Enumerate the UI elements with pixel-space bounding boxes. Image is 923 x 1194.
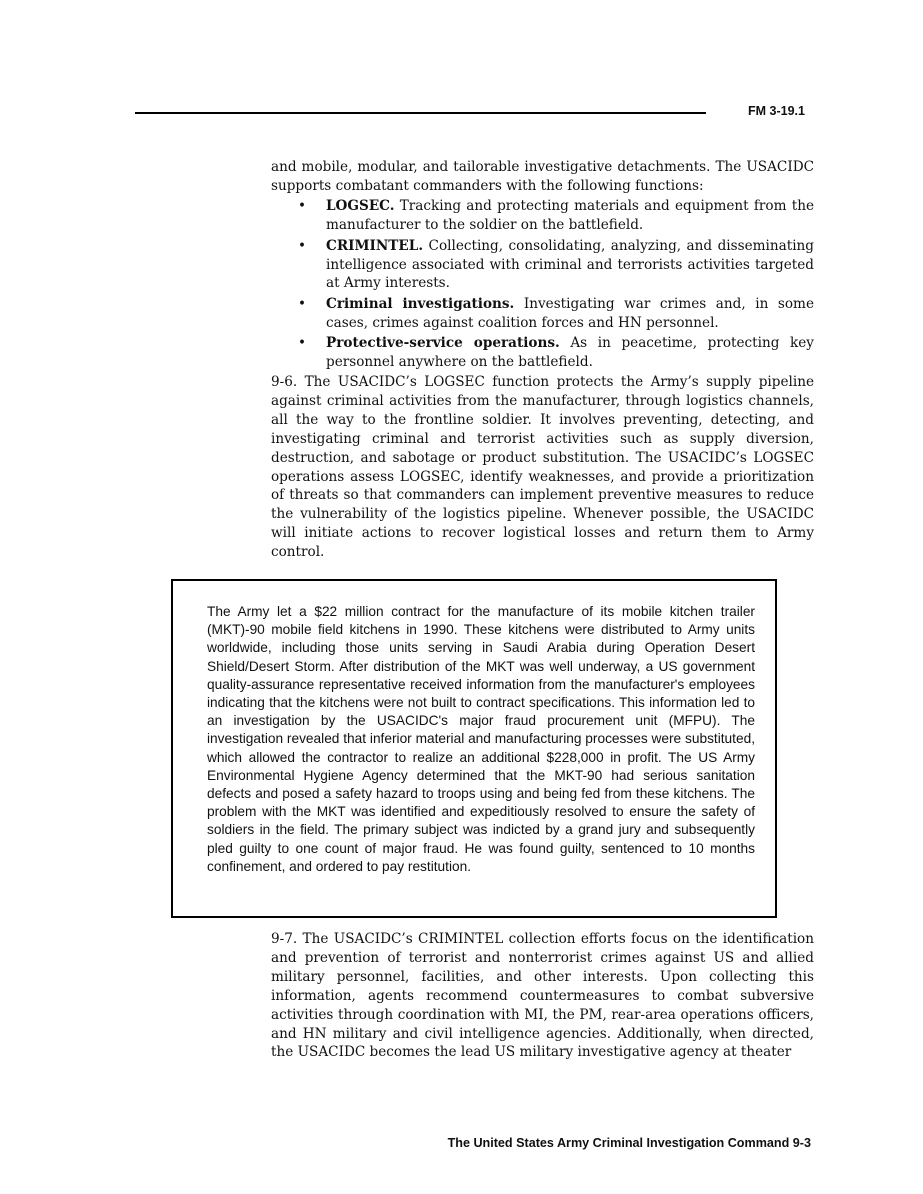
function-term: LOGSEC. <box>326 198 395 215</box>
list-item <box>271 197 814 235</box>
doc-id: FM 3-19.1 <box>748 104 805 118</box>
header-rule <box>135 112 706 114</box>
bullet-icon: • <box>298 335 307 352</box>
paragraph-9-6: 9-6. The USACIDC’s LOGSEC function protects the Army’s supply pipeline against criminal activities from the manufacturer, through logistics channels, all the way to the frontline soldier. It involves preventing, detecting, and investigating criminal and terrorist activities such as supply diversion, destruction, and sabotage or product substitution. The USACIDC’s LOGSEC operations assess LOGSEC, identify weaknesses, and provide a prioritization of threats so that commanders can implement preventive measures to reduce the vulnerability of the logistics pipeline. Whenever possible, the USACIDC will initiate actions to recover logistical losses and return them to Army control. <box>271 373 814 561</box>
bullet-icon: • <box>298 295 307 312</box>
functions-list <box>271 197 814 372</box>
bullet-icon: • <box>298 198 307 215</box>
list-item <box>271 237 814 294</box>
function-term: Protective-service operations. <box>326 335 560 352</box>
bullet-icon: • <box>298 237 307 254</box>
intro-paragraph: and mobile, modular, and tailorable investigative detachments. The USACIDC supports combatant commanders with the following functions: <box>271 159 814 194</box>
function-text: Tracking and protecting materials and equipment from the manufacturer to the soldier on the battlefield. <box>326 198 814 234</box>
function-term: CRIMINTEL. <box>326 237 424 254</box>
page-footer: The United States Army Criminal Investigation Command 9-3 <box>447 1136 811 1150</box>
function-text: Investigating war crimes and, in some cases, crimes against coalition forces and HN personnel. <box>326 295 814 331</box>
case-example-box <box>171 579 777 918</box>
body-text-bottom <box>271 930 814 1062</box>
function-text: As in peacetime, protecting key personnel anywhere on the battlefield. <box>326 335 814 371</box>
paragraph-9-7: 9-7. The USACIDC’s CRIMINTEL collection efforts focus on the identification and prevention of terrorist and nonterrorist crimes against US and allied military personnel, facilities, and other interests. Upon collecting this information, agents recommend countermeasures to combat subversive activities through coordination with MI, the PM, rear-area operations officers, and HN military and civil intelligence agencies. Additionally, when directed, the USACIDC becomes the lead US military investigative agency at theater <box>271 931 814 1061</box>
list-item <box>271 334 814 372</box>
case-example-text: The Army let a $22 million contract for the manufacture of its mobile kitchen trailer (MKT)-90 mobile field kitchens in 1990. These kitchens were distributed to Army units worldwide, including those units serving in Saudi Arabia during Operation Desert Shield/Desert Storm. After distribution of the MKT was well underway, a US government quality-assurance representative received information from the manufacturer's employees indicating that the kitchens were not built to contract specifications. This information led to an investigation by the USACIDC's major fraud procurement unit (MFPU). The investigation revealed that inferior material and manufacturing processes were substituted, which allowed the contractor to realize an additional $228,000 in profit. The US Army Environmental Hygiene Agency determined that the MKT-90 had serious sanitation defects and posed a safety hazard to troops using and being fed from these kitchens. The problem with the MKT was identified and expeditiously resolved to ensure the safety of soldiers in the field. The primary subject was indicted by a grand jury and subsequently pled guilty to one count of major fraud. He was found guilty, sentenced to 10 months confinement, and ordered to pay restitution. <box>207 604 755 874</box>
body-text-top <box>271 158 814 562</box>
function-text: Collecting, consolidating, analyzing, and disseminating intelligence associated with criminal and terrorists activities targeted at Army interests. <box>326 237 814 292</box>
list-item <box>271 295 814 333</box>
function-term: Criminal investigations. <box>326 295 515 312</box>
